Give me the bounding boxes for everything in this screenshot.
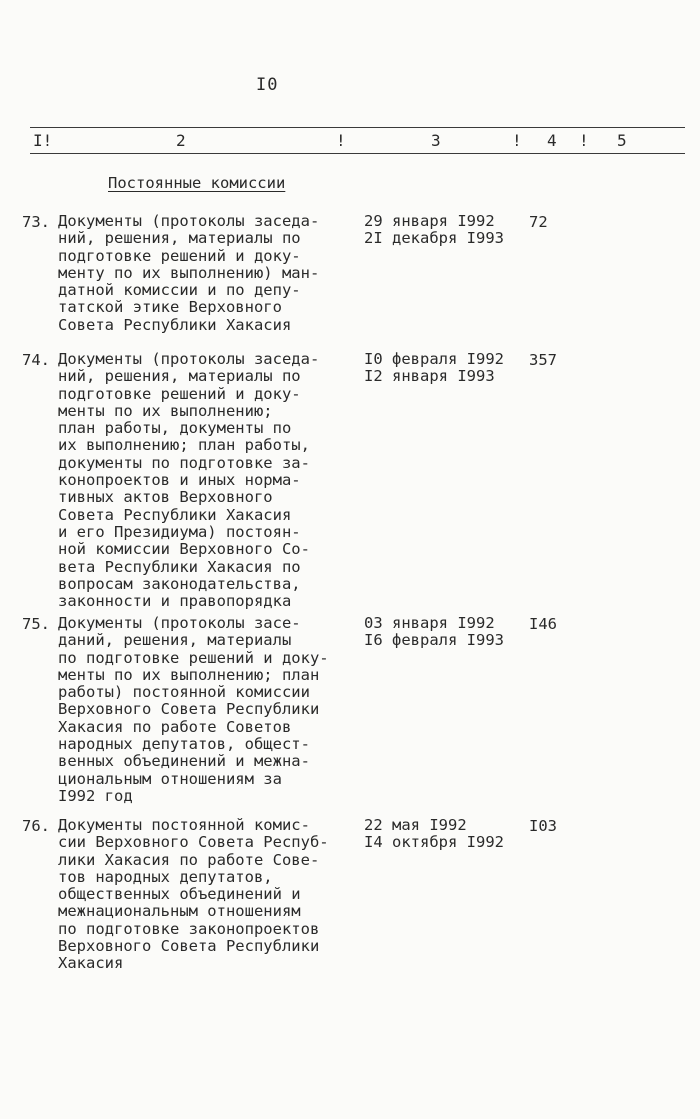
entry-count: I03 [529, 817, 557, 835]
page-number: I0 [256, 75, 279, 95]
section-title: Постоянные комиссии [108, 174, 286, 192]
column-header-3: 3 [431, 131, 441, 150]
entry-description: Документы (протоколы заседа- ний, решения, материалы по подготовке решений и доку- менту по их выполнению) ман- датной комиссии и по депу- татской этике Верховного Совета Республики Хакасия [58, 212, 320, 334]
entry-count: I46 [529, 615, 557, 633]
entry-number: 76. [22, 817, 50, 835]
entry-count: 357 [529, 351, 557, 369]
column-header-4: 4 [547, 131, 557, 150]
entry-number: 74. [22, 351, 50, 369]
column-header-2: 2 [176, 131, 186, 150]
entry-dates: 03 января I992 I6 февраля I993 [364, 614, 504, 650]
entry-number: 75. [22, 615, 50, 633]
column-header-1: I! [33, 131, 53, 150]
entry-count: 72 [529, 213, 548, 231]
column-header-5: 5 [617, 131, 627, 150]
entry-description: Документы (протоколы засе- даний, решения, материалы по подготовке решений и доку- менты по их выполнению; план работы) постоянной комиссии Верховного Совета Республики Хакасия по работе Советов народных депутатов, общест- венных объединений и межна- циональным отношениям за I992 год [58, 614, 329, 805]
table-header-top-rule [30, 127, 685, 128]
entry-dates: 22 мая I992 I4 октября I992 [364, 816, 504, 852]
column-separator: ! [579, 131, 589, 150]
table-header-bottom-rule [30, 153, 685, 154]
column-separator: ! [336, 131, 346, 150]
entry-description: Документы (протоколы заседа- ний, решения, материалы по подготовке решений и доку- менты по их выполнению; план работы, документы по их выполнению; план работы, документы по подготовке за- конопроектов и иных норма- тивных актов Верховного Совета Республики Хакасия и его Президиума) постоян- ной комиссии Верховного Со- вета Республики Хакасия по вопросам законодательства, законности и правопорядка [58, 350, 320, 611]
entry-dates: I0 февраля I992 I2 января I993 [364, 350, 504, 386]
entry-number: 73. [22, 213, 50, 231]
entry-description: Документы постоянной комис- сии Верховного Совета Респуб- лики Хакасия по работе Сове- тов народных депутатов, общественных объединений и межнациональным отношениям по подготовке законопроектов Верховного Совета Республики Хакасия [58, 816, 329, 973]
column-separator: ! [512, 131, 522, 150]
entry-dates: 29 января I992 2I декабря I993 [364, 212, 504, 248]
